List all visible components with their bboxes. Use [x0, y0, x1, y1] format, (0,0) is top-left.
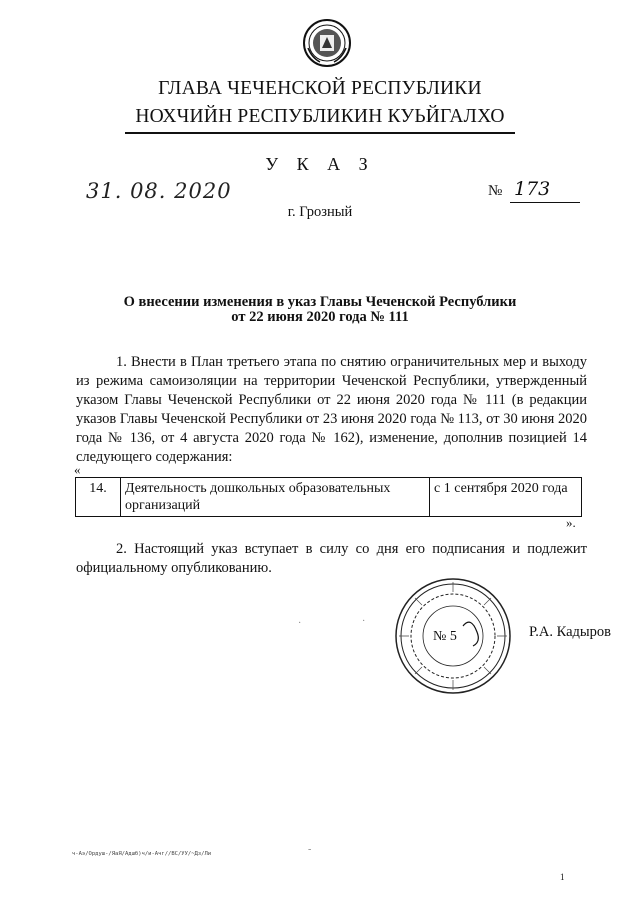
row-activity: Деятельность дошкольных образовательных организаций — [121, 478, 430, 517]
scan-speck: · — [298, 618, 302, 629]
svg-text:№ 5: № 5 — [433, 629, 457, 644]
coat-of-arms-emblem — [302, 18, 352, 68]
table-row — [76, 478, 582, 517]
authority-title-chechen: НОХЧИЙН РЕСПУБЛИКИН КУЬЙГАЛХО — [135, 106, 505, 127]
number-underline — [510, 202, 580, 203]
authority-title-russian: ГЛАВА ЧЕЧЕНСКОЙ РЕСПУБЛИКИ — [158, 78, 482, 99]
quote-open: « — [74, 462, 81, 477]
amendment-table — [75, 477, 582, 517]
decree-subject — [80, 295, 560, 325]
city: г. Грозный — [287, 204, 353, 220]
document-type: У К А З — [265, 154, 375, 174]
paragraph-1: 1. Внести в План третьего этапа по снятию ограничительных мер и выходу из режима самоизоляции на территории Чеченской Республики, утвержденный указом Главы Чеченской Республики от 22 июня 2020 года № 111 (в редакции указов Главы Чеченской Республики от 23 июня 2020 года № 113, от 30 июня 2020 года № 136, от 4 августа 2020 года № 162), изменение, дополнив позицией 14 следующего содержания: — [76, 354, 587, 465]
page-number: 1 — [560, 872, 565, 882]
official-seal — [393, 576, 513, 696]
scan-speck: · — [362, 616, 366, 627]
paragraph-2: 2. Настоящий указ вступает в силу со дня его подписания и подлежит официальному опубликованию. — [76, 541, 587, 576]
number-label: № — [488, 183, 503, 199]
row-number: 14. — [76, 478, 121, 517]
signatory-name: Р.А. Кадыров — [529, 624, 611, 640]
decree-number: 173 — [514, 178, 551, 200]
decree-number-block — [488, 178, 580, 203]
subject-line-2: от 22 июня 2020 года № 111 — [231, 309, 409, 325]
footer-file-code: ч-Аэ/Ордуш-/ЯаЯ/Адшб)ч/и-Ачг//ВС/УУ/~Дз/Ли — [72, 851, 212, 857]
quote-close: ». — [566, 515, 576, 530]
row-date: с 1 сентября 2020 года — [430, 478, 582, 517]
subject-line-1: О внесении изменения в указ Главы Чеченской Республики — [123, 294, 517, 310]
header-divider — [125, 132, 515, 134]
decree-date: 31. 08. 2020 — [86, 179, 232, 203]
scan-speck: - — [308, 844, 312, 855]
